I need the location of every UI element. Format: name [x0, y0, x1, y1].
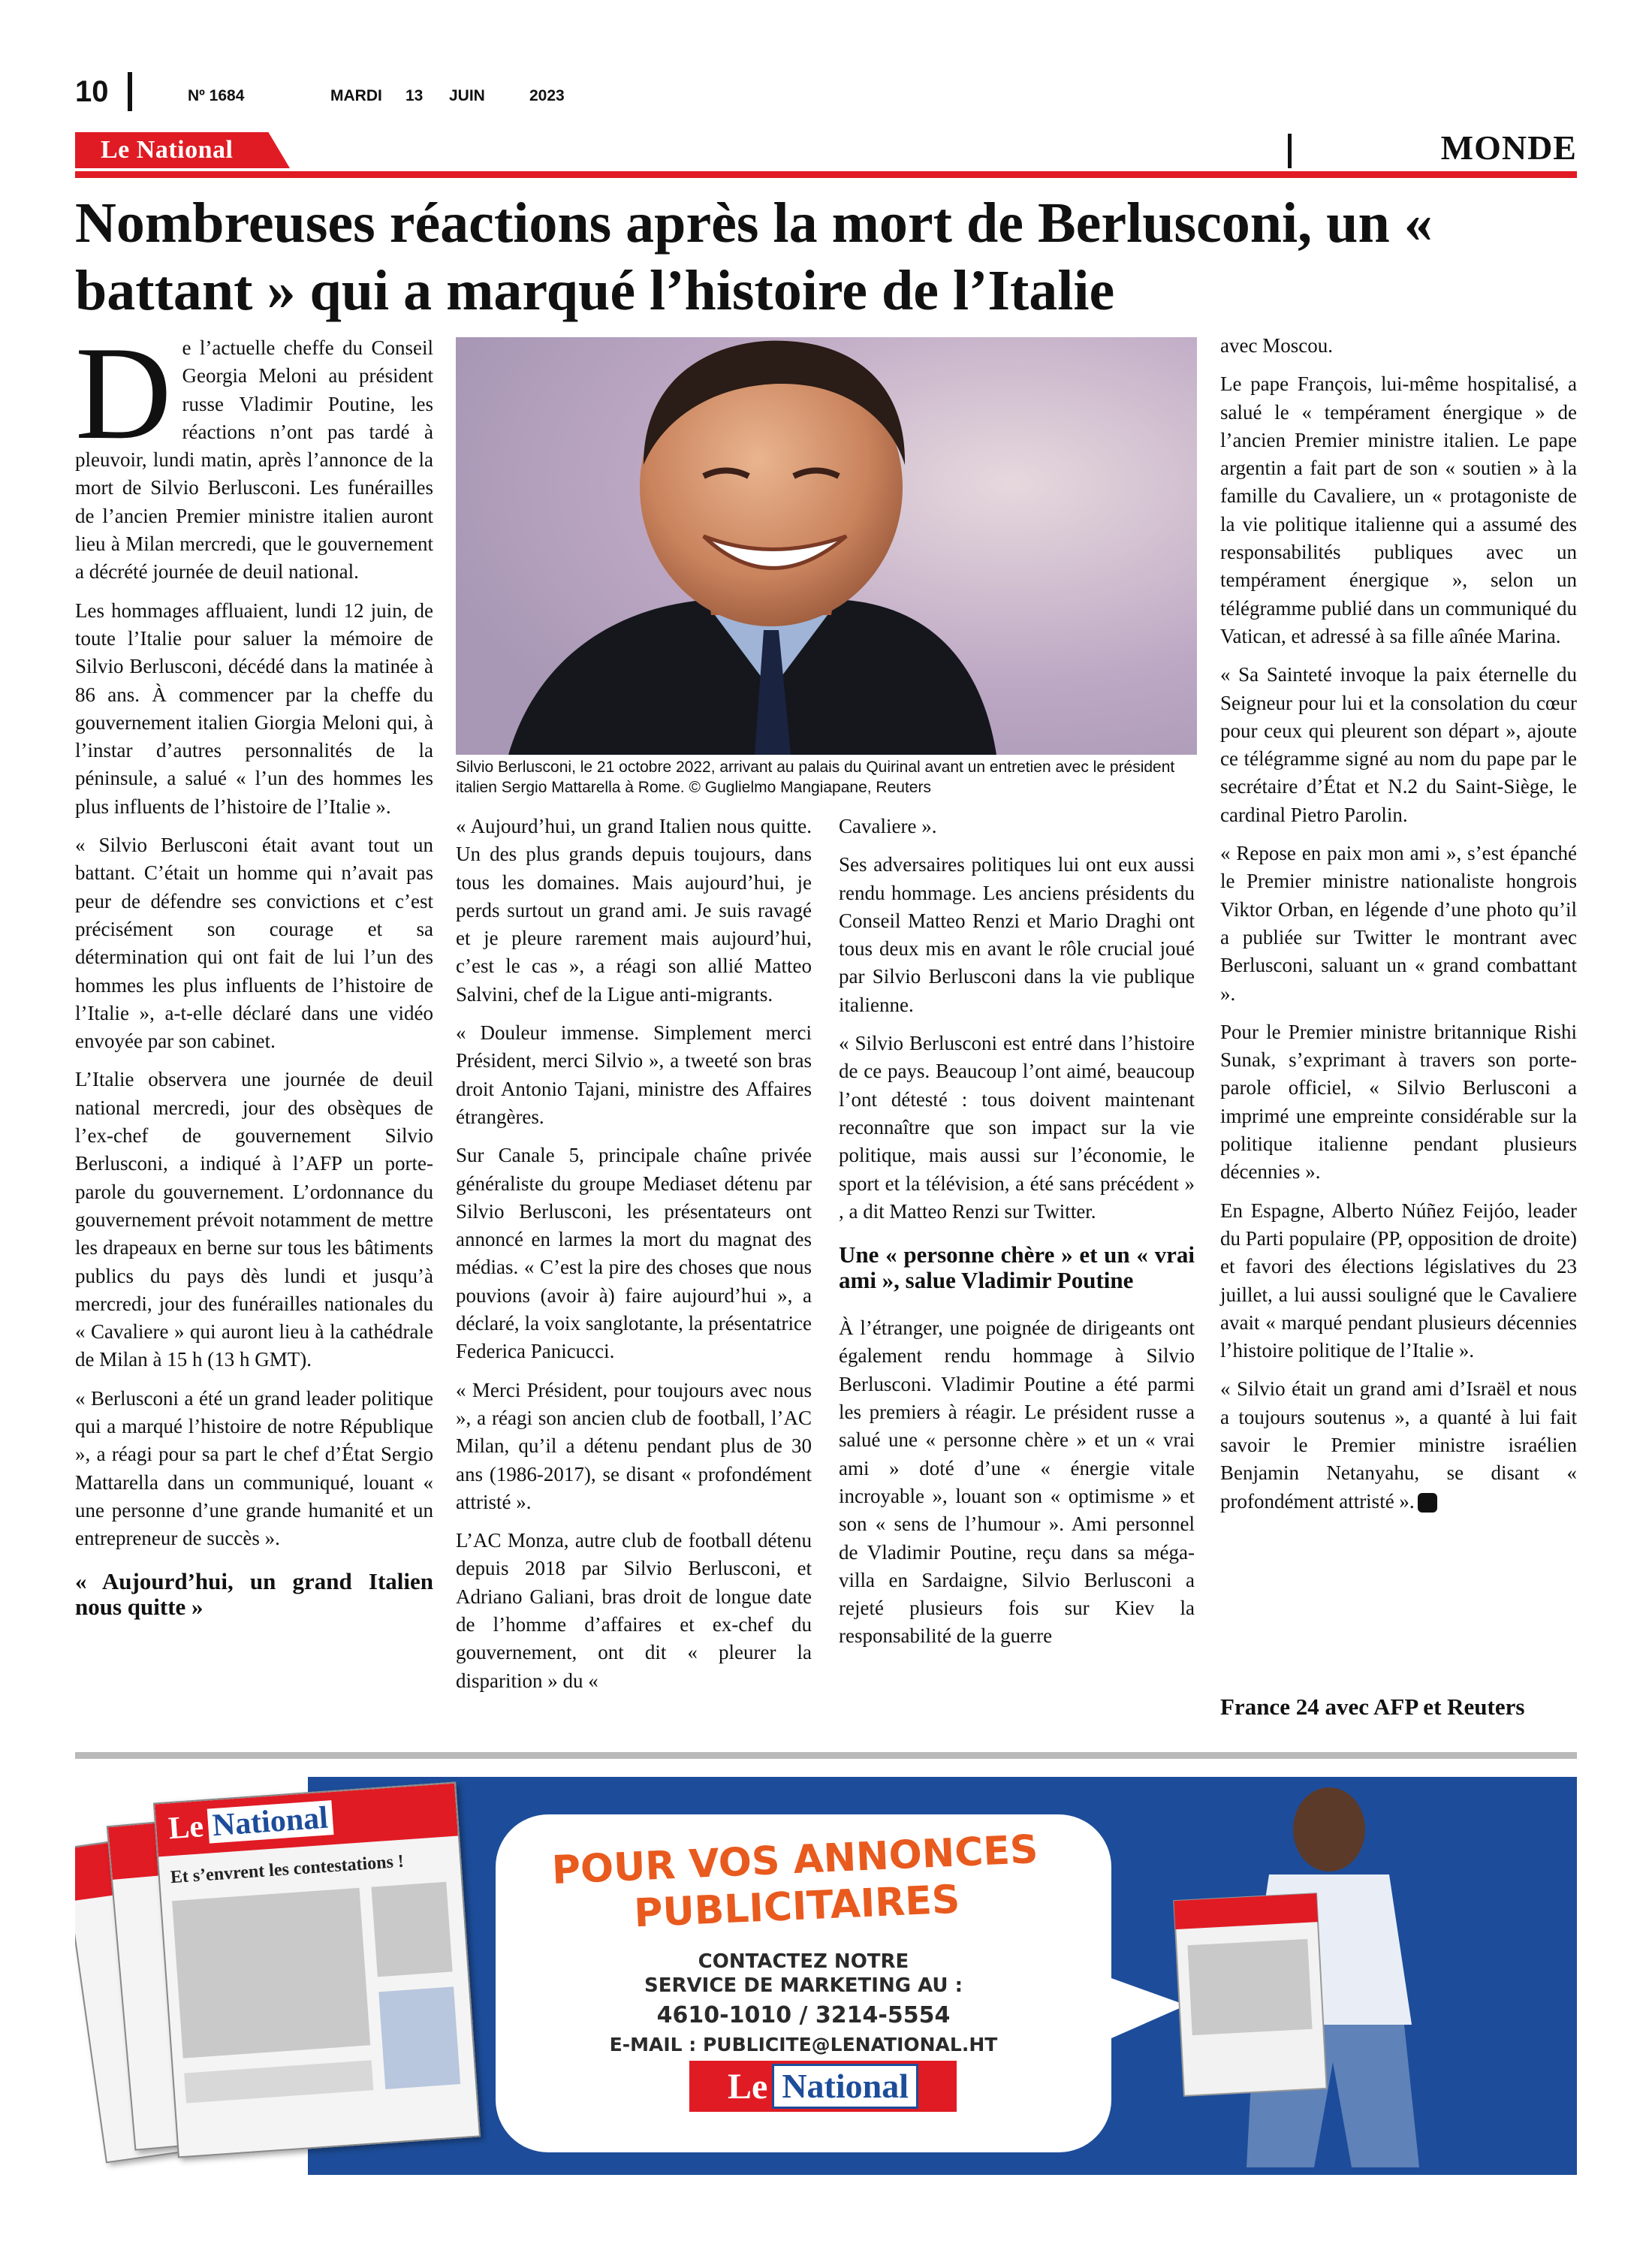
paragraph: « Berlusconi a été un grand leader politique qui a marqué l’histoire de notre République », a réagi pour sa part le chef d’État Sergio Mattarella dans un communiqué, louant « une personne d’une grande humanité et un entrepreneur de succès ». — [75, 1386, 433, 1550]
header-rule — [75, 171, 1577, 178]
berlusconi-photo — [456, 337, 1197, 755]
ad-email: E-MAIL : PUBLICITE@LENATIONAL.HT — [609, 2034, 998, 2055]
subheading: Une « personne chère » et un « vrai ami », salue Vladimir Poutine — [839, 1241, 1195, 1294]
brand-tag: Le National — [101, 136, 234, 164]
paragraph: « Douleur immense. Simplement merci Président, merci Silvio », a tweeté son bras droit Antonio Tajani, ministre des Affaires étrangères. — [456, 1021, 812, 1128]
date-day: MARDI — [330, 87, 382, 104]
paragraph: « Sa Sainteté invoque la paix éternelle du Seigneur pour lui et la consolation du cœur pour ceux qui pleurent son départ », ajoute ce télégramme signé au nom du pape par le secrétaire d’État et N.2 du Saint-Siège, le cardinal Pietro Parolin. — [1220, 663, 1577, 826]
page-number-divider — [128, 72, 132, 111]
end-of-article-icon — [1418, 1493, 1437, 1513]
paragraph: « Silvio était un grand ami d’Israël et nous a toujours soutenus », a quanté à lui fait savoir le Premier ministre israélien Benjamin Netanyahu, se disant « profondément attristé ». — [1220, 1377, 1577, 1513]
date-year: 2023 — [529, 87, 565, 104]
paragraph: avec Moscou. — [1220, 334, 1333, 357]
photo-caption: Silvio Berlusconi, le 21 octobre 2022, arrivant au palais du Quirinal avant un entretien avec le président italien Sergio Mattarella à Rome. © Guglielmo Mangiapane, Reuters — [456, 759, 1175, 796]
paragraph: Pour le Premier ministre britannique Rishi Sunak, s’exprimant à travers son porte-parole officiel, « Silvio Berlusconi a imprimé une empreinte considérable sur la politique italienne pendant plusieurs décennies ». — [1220, 1020, 1577, 1184]
paper-photo — [378, 1986, 460, 2089]
paragraph: L’Italie observera une journée de deuil national mercredi, jour des obsèques de l’ex-chef de gouvernement Silvio Berlusconi, a indiqué à l’AFP un porte-parole du gouvernement. L’ordonnance du gouvernement prévoit notamment de mettre les drapeaux en berne sur tous les bâtiments publics du pays dès lundi et jusqu’à mercredi, jour des funérailles nationales du « Cavaliere » qui auront lieu à la cathédrale de Milan à 15 h (13 h GMT). — [75, 1068, 433, 1371]
paragraph: « Merci Président, pour toujours avec nous », a réagi son ancien club de football, l’AC Milan, qu’il a détenu pendant plus de 30 ans (1986-2017), se disant « profondément attristé ». — [456, 1378, 812, 1513]
le-national-logo: Le National — [689, 2061, 957, 2112]
drop-cap: D — [75, 318, 172, 467]
ad-title: POUR VOS ANNONCES PUBLICITAIRES — [550, 1826, 1039, 1937]
article-signature: France 24 avec AFP et Reuters — [1220, 1694, 1525, 1720]
paragraph: À l’étranger, une poignée de dirigeants ont également rendu hommage à Silvio Berlusconi. Vladimir Poutine a été parmi les premiers à réagir. Le président russe a salué une « personne chère » et un « vrai ami » doté d’une « énergie vitale incroyable », louant son « optimisme » et son « sens de l’humour ». Ami personnel de Vladimir Poutine, reçu dans sa méga-villa en Sardaigne, Silvio Berlusconi a rejeté plusieurs fois sur Kiev la responsabilité de la guerre — [839, 1317, 1195, 1648]
paragraph: « Silvio Berlusconi était avant tout un battant. C’était un homme qui n’avait pas peur de défendre ses convictions et c’est précisément son courage et sa détermination qui ont fait de lui l’un des hommes les plus influents de l’histoire de l’Italie », a-t-elle déclaré dans une vidéo envoyée par son cabinet. — [75, 834, 433, 1053]
paper-text-block — [184, 2060, 373, 2103]
page-number: 10 — [75, 75, 109, 108]
subheading: « Aujourd’hui, un grand Italien nous quitte » — [75, 1568, 433, 1621]
paragraph: « Aujourd’hui, un grand Italien nous quitte. Un des plus grands depuis toujours, dans tous les domaines. Mais aujourd’hui, je perds surtout un grand ami. Je suis ravagé et je pleure rarement mais aujourd’hui, c’est le cas », a réagi son allié Matteo Salvini, chef de la Ligue anti-migrants. — [456, 815, 812, 1006]
article-column-2 — [456, 813, 812, 1706]
ad-divider — [75, 1752, 1577, 1759]
paper-cartoon — [172, 1888, 370, 2058]
article-column-1 — [75, 318, 433, 1641]
paper-logo-national: National — [206, 1800, 333, 1843]
article-headline: Nombreuses réactions après la mort de Berlusconi, un « battant » qui a marqué l’histoire de l’Italie — [75, 192, 1433, 322]
reader-illustration — [1156, 1777, 1502, 2182]
paper-logo-le: Le — [167, 1809, 205, 1847]
paragraph: « Silvio Berlusconi est entré dans l’histoire de ce pays. Beaucoup l’ont aimé, beaucoup l’ont détesté : tous doivent maintenant reconnaître que son impact sur la vie politique, mais aussi sur l’économie, le sport et la télévision, a été sans précédent » , a dit Matteo Renzi sur Twitter. — [839, 1032, 1195, 1223]
paragraph: « Repose en paix mon ami », s’est épanché le Premier ministre nationaliste hongrois Viktor Orban, en légende d’une photo qu’il a publiée sur Twitter le montrant avec Berlusconi, saluant un « grand combattant ». — [1220, 842, 1577, 1005]
date-number: 13 — [405, 87, 424, 104]
paragraph: Le pape François, lui-même hospitalisé, a salué le « tempérament énergique » de l’ancien Premier ministre italien. Le pape argentin a fait part de son « soutien » à la famille du Cavaliere, un « protagoniste de la vie politique italienne qui a assumé des responsabilités publiques avec un tempérament énergique », selon un télégramme publié dans un communiqué du Vatican, et adressé à sa fille aînée Marina. — [1220, 372, 1577, 647]
ad-phone-numbers: 4610-1010 / 3214-5554 — [656, 2002, 951, 2028]
article-column-3 — [839, 813, 1195, 1661]
paragraph: Sur Canale 5, principale chaîne privée généraliste du groupe Mediaset détenu par Silvio Berlusconi, les présentateurs ont annoncé en larmes la mort du magnat des médias. « C’est la pire des choses que nous pouvions (avoir à) faire aujourd’hui », a déclaré, la voix sanglotante, la présentatrice Federica Panicucci. — [456, 1144, 812, 1363]
paper-headline: Et s’envrent les contestations ! — [170, 1851, 405, 1888]
paragraph: e l’actuelle cheffe du Conseil Georgia Meloni au président russe Vladimir Poutine, les réactions n’ont pas tardé à pleuvoir, lundi matin, après l’annonce de la mort de Silvio Berlusconi. Les funérailles de l’ancien Premier ministre italien auront lieu à Milan mercredi, que le gouvernement a décrété journée de deuil national. — [75, 336, 433, 584]
newspaper-front-page — [153, 1781, 481, 2158]
article-column-4 — [1220, 332, 1577, 1526]
paper-photo — [371, 1882, 452, 1977]
paragraph: Les hommages affluaient, lundi 12 juin, de toute l’Italie pour saluer la mémoire de Silvio Berlusconi, décédé dans la matinée à 86 ans. À commencer par la cheffe du gouvernement italien Giorgia Meloni qui, à l’instar d’autres personnalités de la péninsule, a salué « l’un des hommes les plus influents de l’histoire de l’Italie ». — [75, 599, 433, 818]
issue-number: Nº 1684 — [188, 87, 245, 104]
paragraph: Cavaliere ». — [839, 815, 937, 837]
date-month: JUIN — [449, 87, 485, 104]
section-divider — [1288, 134, 1292, 168]
section-title: MONDE — [1440, 128, 1577, 167]
paragraph: En Espagne, Alberto Núñez Feijóo, leader du Parti populaire (PP, opposition de droite) et favori des élections législatives du 23 juillet, a lui aussi souligné que le Cavaliere avait « marqué pendant plusieurs décennies l’histoire politique de l’Italie ». — [1220, 1199, 1577, 1362]
portrait-illustration — [456, 337, 1197, 755]
paragraph: Ses adversaires politiques lui ont eux aussi rendu hommage. Les anciens présidents du Conseil Matteo Renzi et Mario Draghi ont tous deux mis en avant le rôle crucial joué par Silvio Berlusconi dans la vie publique italienne. — [839, 853, 1195, 1016]
advertisement — [75, 1777, 1577, 2197]
ad-contact-text: CONTACTEZ NOTRE SERVICE DE MARKETING AU : — [644, 1950, 963, 1997]
paragraph: L’AC Monza, autre club de football détenu depuis 2018 par Silvio Berlusconi, et Adriano Galiani, bras droit de longue date de l’homme d’affaires et ex-chef du gouvernement, ont dit « pleurer la disparition » du « — [456, 1529, 812, 1692]
